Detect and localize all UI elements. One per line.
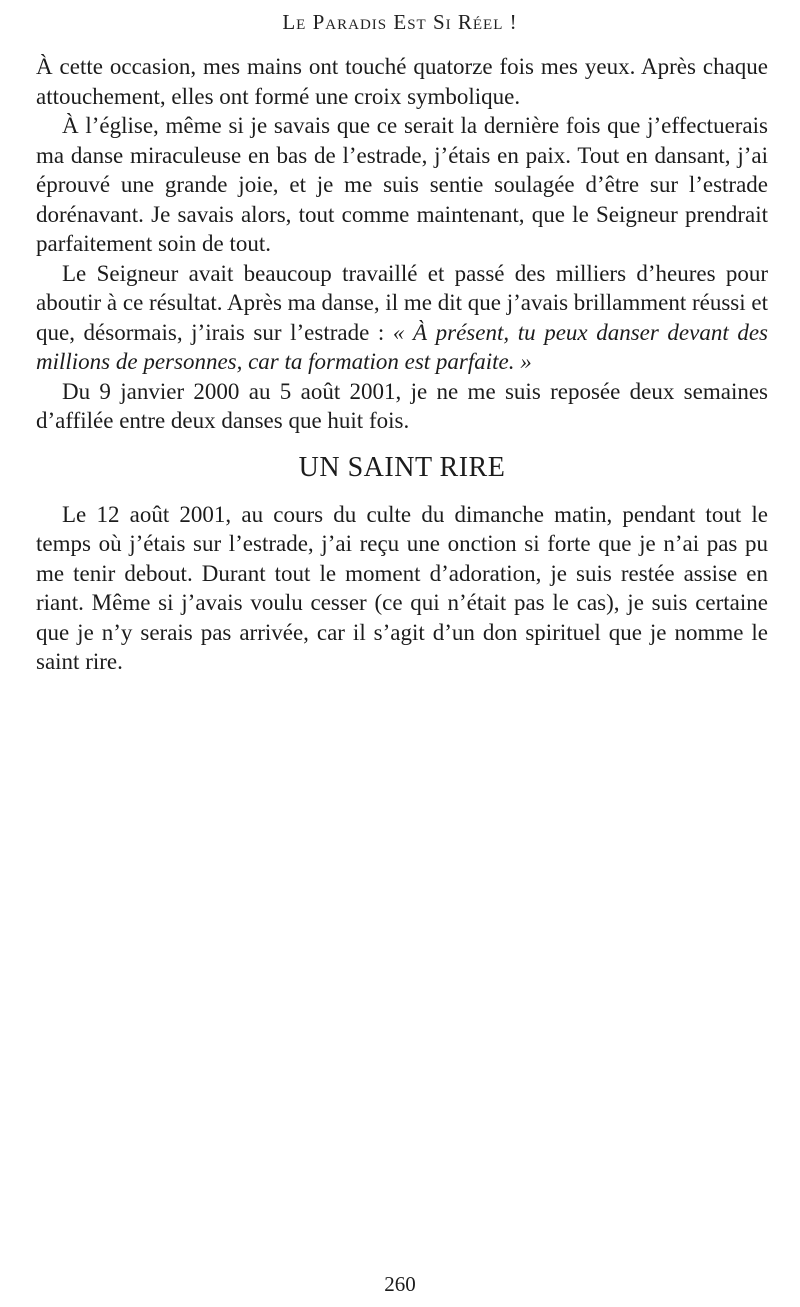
page-number: 260 — [384, 1272, 416, 1296]
paragraph-3 — [36, 259, 768, 377]
paragraph-1: À cette occasion, mes mains ont touché quatorze fois mes yeux. Après chaque attouchement, elles ont formé une croix symbolique. — [36, 54, 768, 109]
section-heading: UN SAINT RIRE — [298, 451, 506, 483]
running-head: Le Paradis Est Si Réel ! — [282, 10, 518, 34]
paragraph-3-quote: « À présent, tu peux danser devant des millions de personnes, car ta formation est parfaite. » — [36, 319, 768, 374]
paragraph-3-text: Le Seigneur avait beaucoup travaillé et passé des milliers d’heures pour aboutir à ce résultat. Après ma danse, il me dit que j’avais brillamment réussi et que, désormais, j’irais sur l’estrade : — [36, 260, 768, 345]
paragraph-4: Du 9 janvier 2000 au 5 août 2001, je ne me suis reposée deux semaines d’affilée entre deux danses que huit fois. — [36, 378, 768, 433]
paragraph-2: À l’église, même si je savais que ce serait la dernière fois que j’effectuerais ma danse miraculeuse en bas de l’estrade, j’étais en paix. Tout en dansant, j’ai éprouvé une grande joie, et je me suis sentie soulagée d’être sur l’estrade dorénavant. Je savais alors, tout comme maintenant, que le Seigneur prendrait parfaitement soin de tout. — [36, 113, 768, 256]
body-text — [36, 52, 768, 677]
paragraph-5: Le 12 août 2001, au cours du culte du dimanche matin, pendant tout le temps où j’étais sur l’estrade, j’ai reçu une onction si forte que je n’ai pas pu me tenir debout. Durant tout le moment d’adoration, je suis restée assise en riant. Même si j’avais voulu cesser (ce qui n’était pas le cas), je suis certaine que je n’y serais pas arrivée, car il s’agit d’un don spirituel que je nomme le saint rire. — [36, 501, 768, 674]
